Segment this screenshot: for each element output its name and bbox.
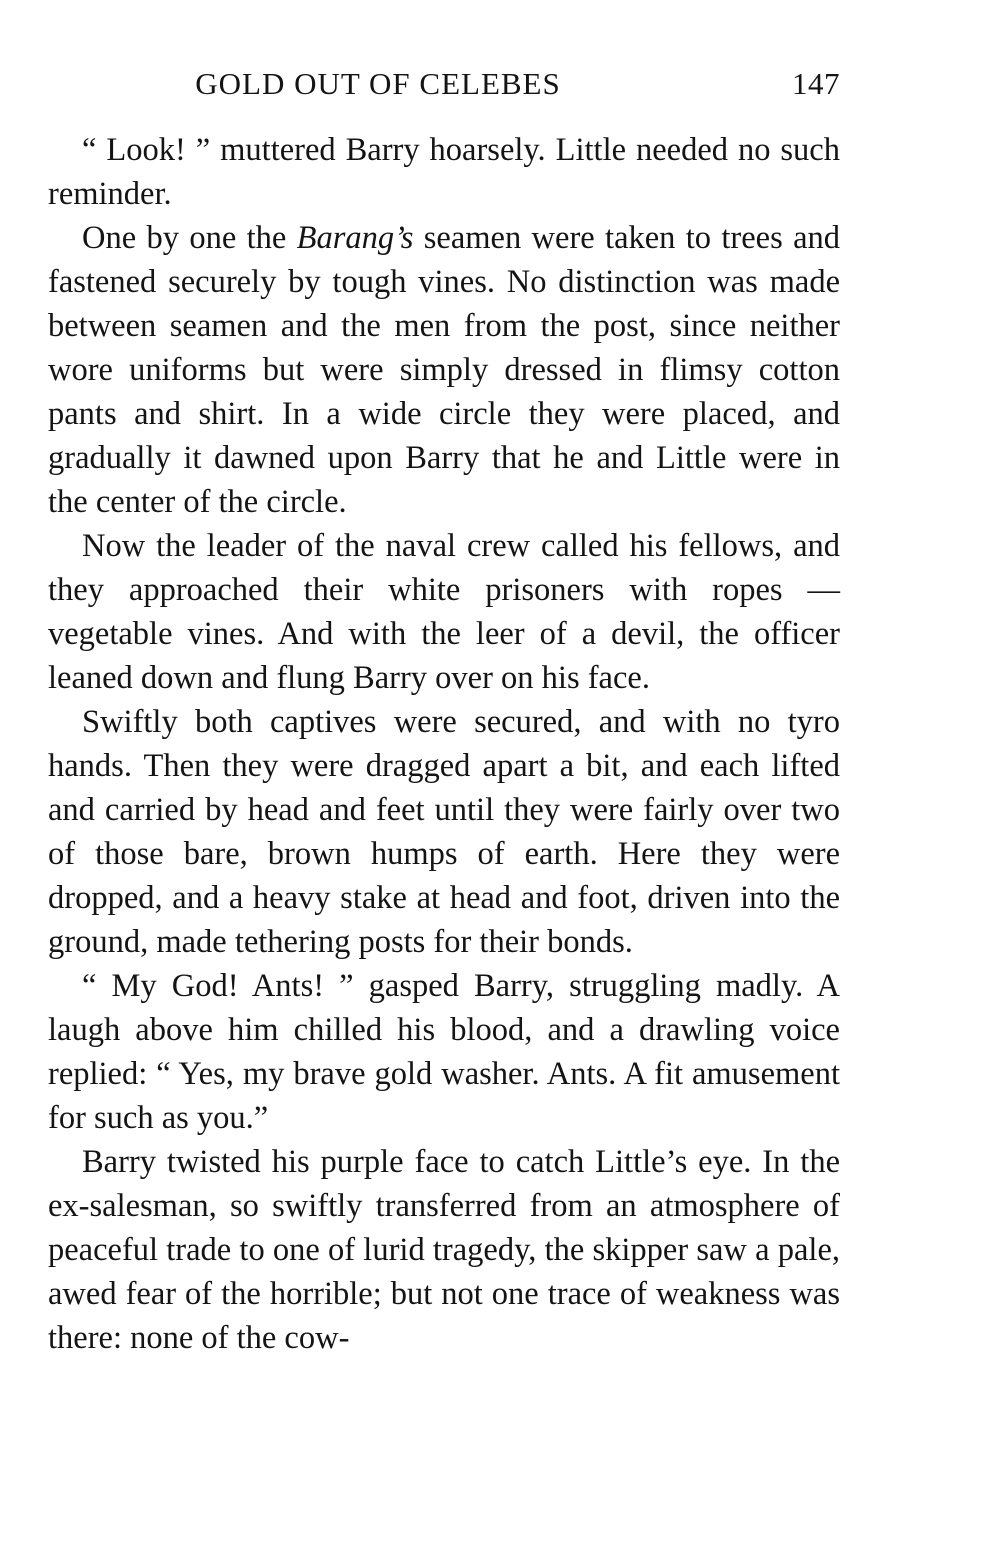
running-title: GOLD OUT OF CELEBES (195, 66, 561, 101)
ship-name: Barang’s (296, 220, 414, 256)
paragraph-6: Barry twisted his purple face to catch Little’s eye. In the ex-salesman, so swiftly transferred from an atmosphere of peaceful trade to one of lurid tragedy, the skipper saw a pale, awed fear of the horrible; but not one trace of weakness was there: none of the cow- (48, 1144, 840, 1356)
body-text (48, 128, 840, 1360)
paragraph-5: “ My God! Ants! ” gasped Barry, struggling madly. A laugh above him chilled his blood, and a drawling voice replied: “ Yes, my brave gold washer. Ants. A fit amusement for such as you.” (48, 968, 840, 1136)
page-number: 147 (792, 66, 840, 101)
paragraph-4: Swiftly both captives were secured, and with no tyro hands. Then they were dragged apart a bit, and each lifted and carried by head and feet until they were fairly over two of those bare, brown humps of earth. Here they were dropped, and a heavy stake at head and foot, driven into the ground, made tethering posts for their bonds. (48, 704, 840, 960)
paragraph-2 (48, 216, 840, 524)
paragraph-3: Now the leader of the naval crew called his fellows, and they approached their white prisoners with ropes — vegetable vines. And with the leer of a devil, the officer leaned down and flung Barry over on his face. (48, 528, 840, 696)
paragraph-1: “ Look! ” muttered Barry hoarsely. Little needed no such reminder. (48, 132, 840, 212)
running-head (48, 62, 840, 106)
paragraph-2-rest: seamen were taken to trees and fastened securely by tough vines. No distinction was made between seamen and the men from the post, since neither wore uniforms but were simply dressed in flimsy cotton pants and shirt. In a wide circle they were placed, and gradually it dawned upon Barry that he and Little were in the center of the circle. (48, 220, 840, 520)
paragraph-2-lead: One by one the (82, 220, 297, 256)
